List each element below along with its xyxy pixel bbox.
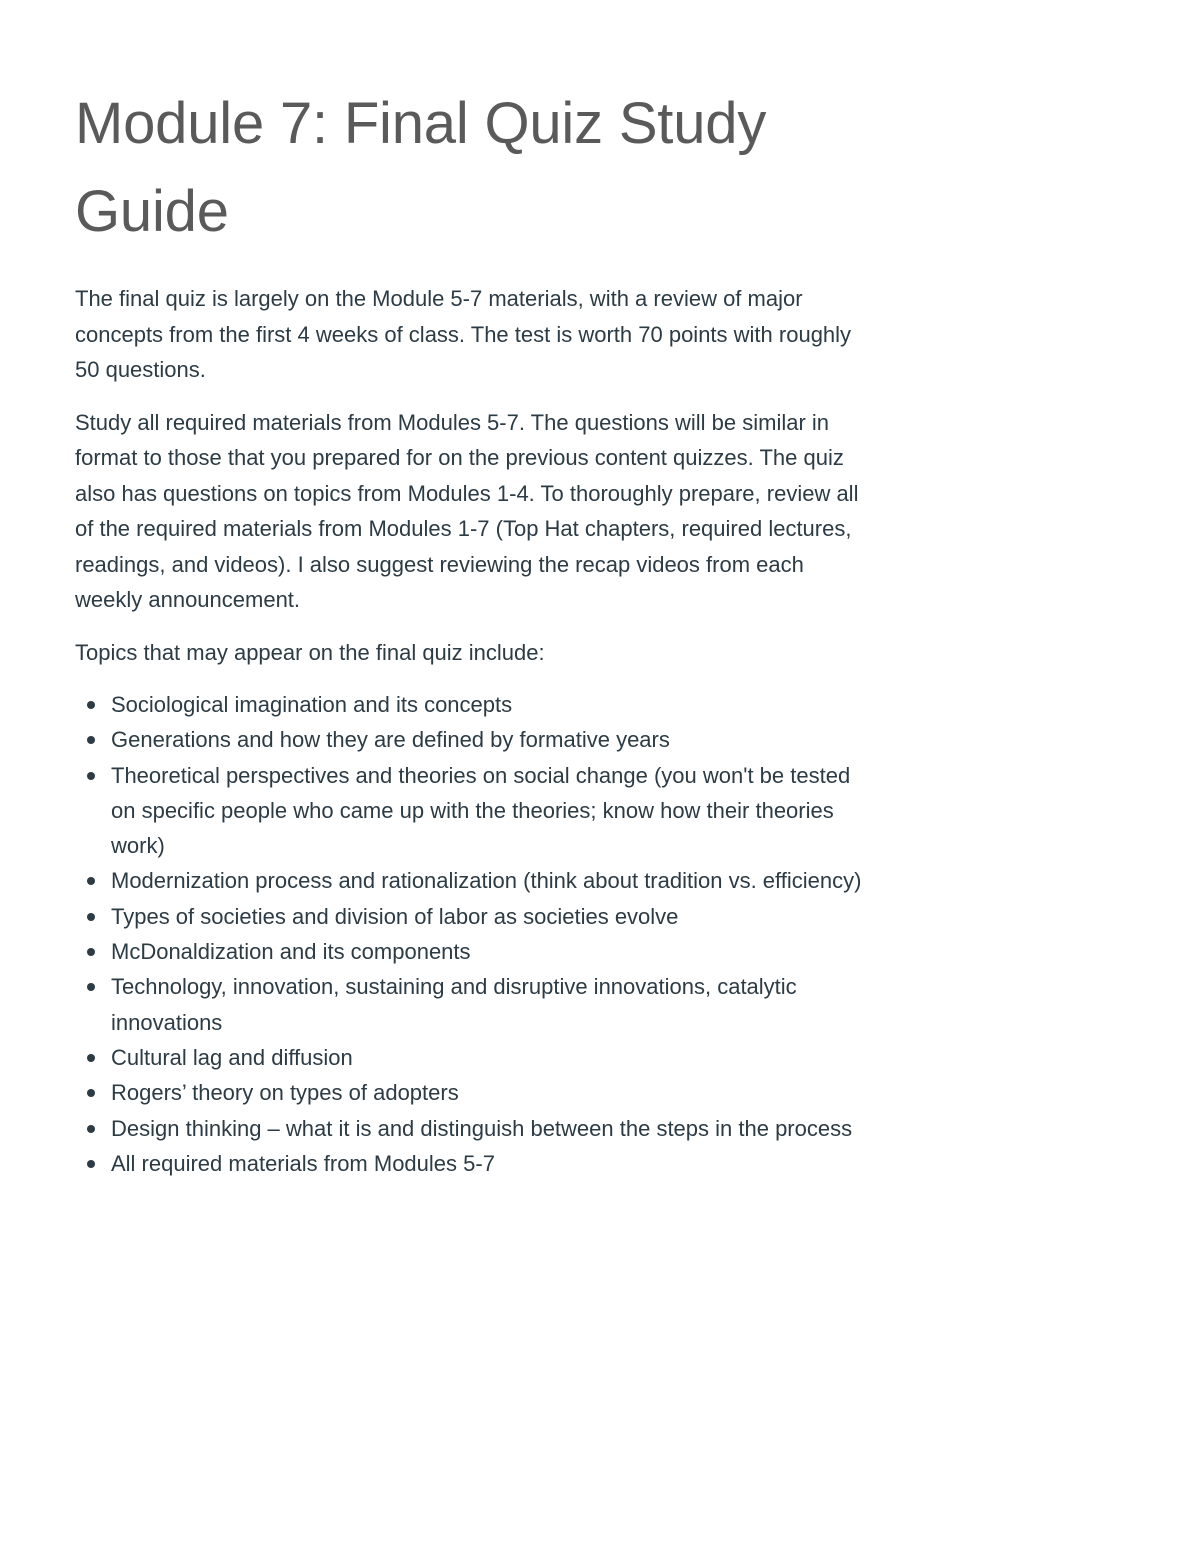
page-content xyxy=(75,80,875,1181)
list-item: McDonaldization and its components xyxy=(111,934,875,969)
page-title-line-2: Guide xyxy=(75,179,229,244)
list-item: Technology, innovation, sustaining and disruptive innovations, catalytic innovations xyxy=(111,969,875,1040)
list-item: Rogers’ theory on types of adopters xyxy=(111,1075,875,1110)
page-title-line-1: Module 7: Final Quiz Study xyxy=(75,91,767,156)
list-item: All required materials from Modules 5-7 xyxy=(111,1146,875,1181)
list-item: Cultural lag and diffusion xyxy=(111,1040,875,1075)
list-item: Modernization process and rationalization (think about tradition vs. efficiency) xyxy=(111,863,875,898)
study-instructions-paragraph: Study all required materials from Modules 5-7. The questions will be similar in format to those that you prepared for on the previous content quizzes. The quiz also has questions on topics from Modules 1-4. To thoroughly prepare, review all of the required materials from Modules 1-7 (Top Hat chapters, required lectures, readings, and videos). I also suggest reviewing the recap videos from each weekly announcement. xyxy=(75,409,859,612)
page-title xyxy=(75,80,875,256)
list-item: Theoretical perspectives and theories on social change (you won't be tested on specific people who came up with the theories; know how their theories work) xyxy=(111,758,875,864)
list-item: Generations and how they are defined by formative years xyxy=(111,722,875,757)
intro-paragraph: The final quiz is largely on the Module 5-7 materials, with a review of major concepts from the first 4 weeks of class. The test is worth 70 points with roughly 50 questions. xyxy=(75,286,852,382)
list-item: Design thinking – what it is and distinguish between the steps in the process xyxy=(111,1111,875,1146)
topics-list xyxy=(75,687,875,1181)
list-item: Sociological imagination and its concepts xyxy=(111,687,875,722)
study-guide-body xyxy=(75,281,875,1181)
list-item: Types of societies and division of labor as societies evolve xyxy=(111,899,875,934)
topics-intro-paragraph: Topics that may appear on the final quiz include: xyxy=(75,639,545,665)
